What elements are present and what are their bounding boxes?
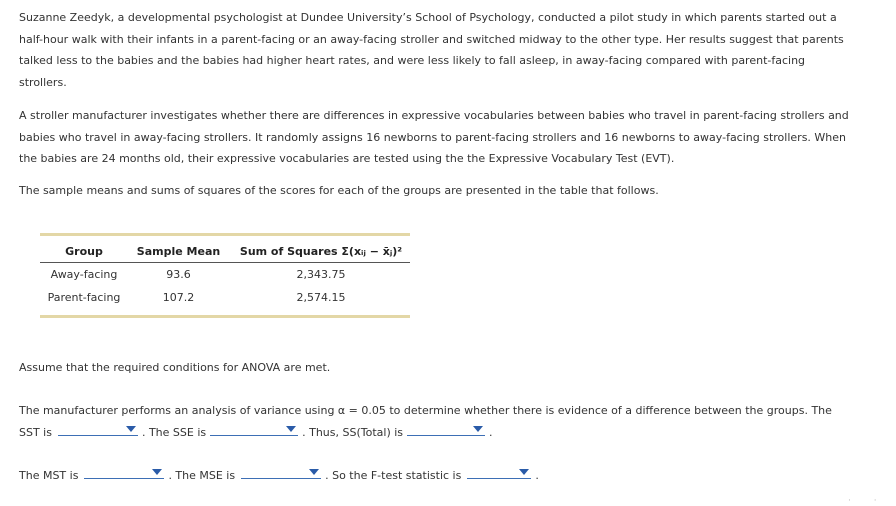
sse-dropdown[interactable] [210,422,298,436]
table-header-group: Group [65,245,103,258]
table-bottom-rule [40,315,410,318]
question-2-text-d: . [535,469,539,482]
question-1-text-a: The manufacturer performs an analysis of variance using α = 0.05 to determine whether there is evidence of a difference between the groups. The SST is [19,404,832,439]
sst-dropdown[interactable] [58,422,138,436]
intro-paragraph-1: Suzanne Zeedyk, a developmental psychologist at Dundee University’s School of Psychology, conducted a pilot study in which parents started out a half-hour walk with their infants in a parent-facing or an away-facing stroller and switched midway to the other type. Her results suggest that parents talked less to the babies and the babies had higher heart rates, and were less likely to fall asleep, in away-facing compared with parent-facing strollers. [19,11,844,89]
table-cell-group: Parent-facing [47,291,121,304]
table-cell-group: Away-facing [50,268,118,281]
table-cell-mean: 107.2 [162,291,195,304]
table-header-sum-of-squares: Sum of Squares Σ(xᵢⱼ − x̄ⱼ)² [239,245,403,258]
question-2-text-a: The MST is [19,469,79,482]
table-header-mean: Sample Mean [136,245,221,258]
question-1 [19,400,849,443]
question-1-text-c: . Thus, SS(Total) is [302,425,404,439]
chevron-down-icon [309,469,319,475]
chevron-down-icon [126,426,136,432]
intro-paragraph-3: The sample means and sums of squares of the scores for each of the groups are presented in the table that follows. [19,184,659,197]
chevron-down-icon [152,469,162,475]
ss-total-dropdown[interactable] [407,422,485,436]
question-2-text-c: . So the F-test statistic is [325,469,462,482]
chevron-down-icon [286,426,296,432]
mst-dropdown[interactable] [84,465,164,479]
assumption-text: Assume that the required conditions for ANOVA are met. [19,361,331,374]
question-1-text-d: . [489,425,493,439]
chevron-down-icon [473,426,483,432]
table-top-rule [40,233,410,236]
table-cell-mean: 93.6 [166,268,191,281]
f-statistic-dropdown[interactable] [467,465,531,479]
chevron-down-icon [519,469,529,475]
data-table [40,233,410,318]
table-cell-sum-of-squares: 2,343.75 [296,268,346,281]
question-2 [19,465,849,487]
question-1-text-b: . The SSE is [141,425,207,439]
intro-paragraph-2: A stroller manufacturer investigates whether there are differences in expressive vocabularies between babies who travel in parent-facing strollers and babies who travel in away-facing strollers. It randomly assigns 16 newborns to parent-facing strollers and 16 newborns to away-facing strollers. When the babies are 24 months old, their expressive vocabularies are tested using the the Expressive Vocabulary Test (EVT). [19,109,849,165]
footer-dots: · · [848,496,887,506]
question-2-text-b: . The MSE is [168,469,236,482]
mse-dropdown[interactable] [241,465,321,479]
table-cell-sum-of-squares: 2,574.15 [296,291,346,304]
table-header-rule [40,262,410,263]
